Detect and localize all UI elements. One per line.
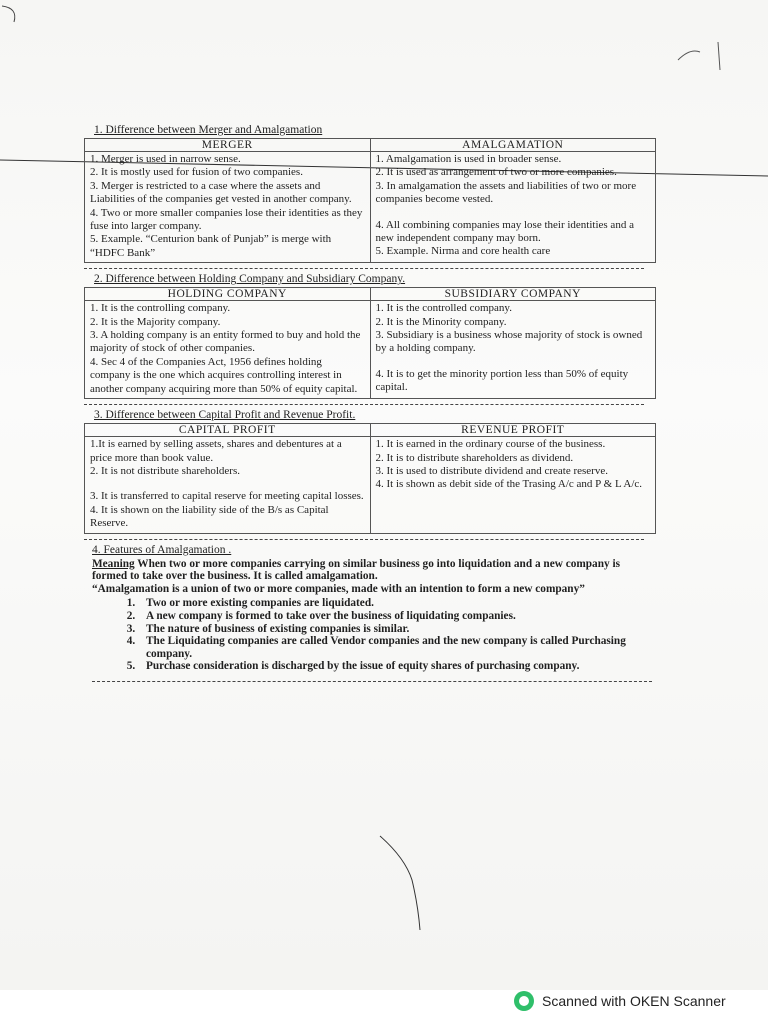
section-divider <box>84 404 644 405</box>
col-header-subsidiary: SUBSIDIARY COMPANY <box>370 288 656 301</box>
col-header-amalgamation: AMALGAMATION <box>370 139 656 152</box>
amalgamation-point: 2. It is used as arrangement of two or more companies. <box>375 166 617 179</box>
merger-point: 4. Two or more smaller companies lose their identities as they fuse into larger company. <box>90 206 363 233</box>
pen-stroke <box>380 836 420 930</box>
holding-points <box>85 301 371 399</box>
feature-item: 5. Purchase consideration is discharged by the issue of equity shares of purchasing company. <box>138 660 652 673</box>
holding-point: 4. Sec 4 of the Companies Act, 1956 defines holding company is the one which acquires controlling interest in another company acquiring more than 50% of equity capital. <box>90 355 358 395</box>
scanner-watermark <box>514 990 726 1012</box>
document-body <box>84 124 664 686</box>
merger-amalgamation-table <box>84 138 656 263</box>
section-title-features: 4. Features of Amalgamation . <box>92 543 232 556</box>
section-title-profit: 3. Difference between Capital Profit and Revenue Profit. <box>94 409 356 422</box>
scanner-logo-icon <box>514 991 534 1011</box>
holding-point: 1. It is the controlling company. <box>90 302 231 315</box>
section-title-holding: 2. Difference between Holding Company and Subsidiary Company. <box>94 273 406 286</box>
revenue-profit-point: 2. It is to distribute shareholders as dividend. <box>375 451 574 464</box>
feature-item: 1. Two or more existing companies are liquidated. <box>138 597 652 610</box>
subsidiary-point: 3. Subsidiary is a business whose majority of stock is owned by a holding company. <box>375 329 643 355</box>
merger-point: 2. It is mostly used for fusion of two companies. <box>90 166 303 179</box>
merger-point: 3. Merger is restricted to a case where the assets and Liabilities of the companies get vested in another company. <box>90 179 352 206</box>
col-header-revenue-profit: REVENUE PROFIT <box>370 424 656 437</box>
meaning-paragraph <box>92 558 652 583</box>
revenue-profit-point: 4. It is shown as debit side of the Trasing A/c and P & L A/c. <box>375 478 643 491</box>
pen-tick <box>718 42 720 70</box>
holding-point: 3. A holding company is an entity formed to buy and hold the majority of stock of other companies. <box>90 329 361 355</box>
capital-profit-point: 2. It is not distribute shareholders. <box>90 464 241 477</box>
revenue-profit-point: 1. It is earned in the ordinary course of the business. <box>375 438 606 451</box>
holding-subsidiary-table <box>84 287 656 399</box>
revenue-profit-points <box>370 437 656 533</box>
subsidiary-points <box>370 301 656 399</box>
features-list <box>92 597 652 673</box>
subsidiary-point: 2. It is the Minority company. <box>375 315 507 328</box>
section-divider <box>92 681 652 682</box>
revenue-profit-point: 3. It is used to distribute dividend and create reserve. <box>375 464 608 477</box>
amalgamation-point: 1. Amalgamation is used in broader sense. <box>375 153 562 165</box>
capital-profit-points <box>85 437 371 533</box>
subsidiary-point: 4. It is to get the minority portion less than 50% of equity capital. <box>375 367 629 394</box>
corner-pen-mark <box>2 6 15 22</box>
capital-profit-point: 3. It is transferred to capital reserve for meeting capital losses. <box>90 490 364 503</box>
capital-profit-point: 4. It is shown on the liability side of the B/s as Capital Reserve. <box>90 503 329 530</box>
meaning-text: When two or more companies carrying on similar business go into liquidation and a new company is formed to take over the business. It is called amalgamation. <box>92 557 620 583</box>
subsidiary-point: 1. It is the controlled company. <box>375 302 512 315</box>
amalgamation-point: 3. In amalgamation the assets and liabilities of two or more companies become vested. <box>375 179 637 206</box>
feature-item: 4. The Liquidating companies are called Vendor companies and the new company is called Purchasing company. <box>138 635 652 660</box>
amalgamation-point: 5. Example. Nirma and core health care <box>375 245 551 258</box>
merger-point: 5. Example. “Centurion bank of Punjab” is merge with “HDFC Bank” <box>90 233 332 259</box>
amalgamation-points <box>370 152 656 263</box>
merger-points <box>85 152 371 263</box>
capital-profit-point: 1.It is earned by selling assets, shares and debentures at a price more than book value. <box>90 438 342 464</box>
amalgamation-quote: “Amalgamation is a union of two or more companies, made with an intention to form a new company” <box>92 582 585 595</box>
meaning-label: Meaning <box>92 557 135 570</box>
section-title-merger: 1. Difference between Merger and Amalgamation <box>94 124 323 136</box>
amalgamation-point: 4. All combining companies may lose their identities and a new independent company may born. <box>375 218 634 245</box>
section-divider <box>84 268 644 269</box>
feature-item: 2. A new company is formed to take over the business of liquidating companies. <box>138 610 652 623</box>
col-header-holding: HOLDING COMPANY <box>85 288 371 301</box>
col-header-merger: MERGER <box>85 139 371 152</box>
scanner-text: Scanned with OKEN Scanner <box>542 993 726 1009</box>
feature-item: 3. The nature of business of existing companies is similar. <box>138 623 652 636</box>
holding-point: 2. It is the Majority company. <box>90 315 221 328</box>
capital-revenue-table <box>84 423 656 533</box>
features-section <box>92 544 652 682</box>
col-header-capital-profit: CAPITAL PROFIT <box>85 424 371 437</box>
pen-scribble <box>678 51 700 60</box>
section-divider <box>84 539 644 540</box>
merger-point: 1. Merger is used in narrow sense. <box>90 153 241 165</box>
